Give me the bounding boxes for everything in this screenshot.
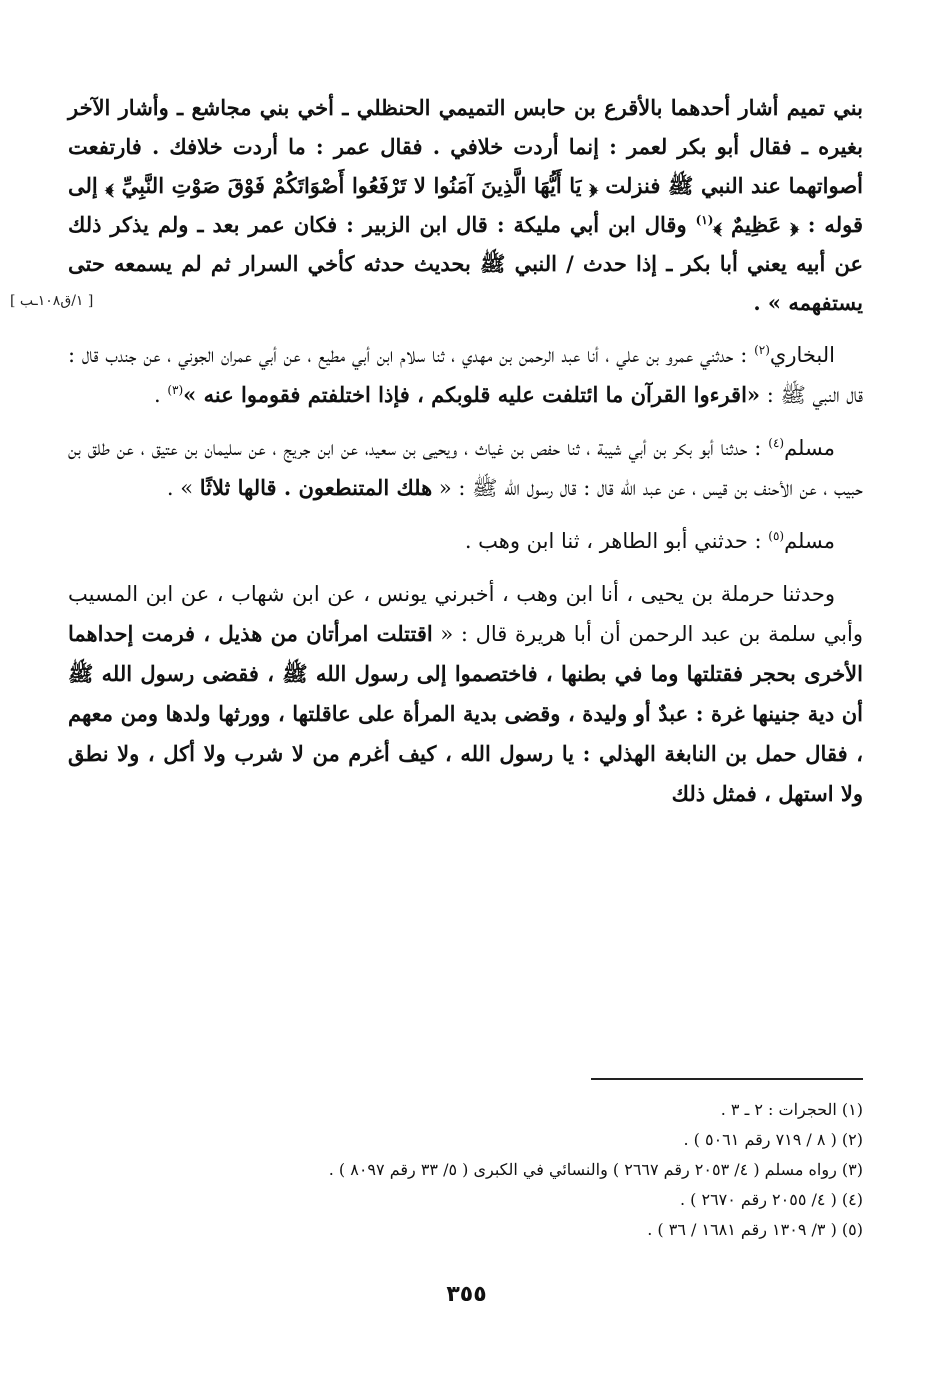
paragraph-3-text: : حدثنا أبو بكر بن أبي شيبة ، ثنا حفص بن غياث ، ويحيى بن سعيد، عن ابن جريج ، عن سليمان بن عتيق ، عن طلق بن حبيب ، عن الأحنف بن قيس ، عن عبد الله قال : قال رسول الله ﷺ : « (68, 436, 863, 500)
paragraph-1 (68, 88, 863, 322)
footnote-ref-2: (٢) (754, 343, 770, 357)
footnote-ref-4: (٤) (768, 436, 785, 450)
paragraph-2 (68, 336, 863, 415)
footnotes (68, 1095, 863, 1245)
paragraph-3 (68, 429, 863, 508)
footnote-divider (591, 1078, 863, 1080)
footnote-2: (٢) ( ٨ / ٧١٩ رقم ٥٠٦١ ) . (683, 1130, 863, 1149)
paragraph-4-lead: مسلم (784, 529, 835, 553)
footnote-1: (١) الحجرات : ٢ ـ ٣ . (720, 1100, 863, 1119)
paragraph-3-lead: مسلم (784, 436, 835, 460)
page-number: ٣٥٥ (446, 1282, 487, 1307)
main-text (68, 88, 863, 828)
paragraph-3-hadith: هلك المتنطعون . قالها ثلاثًا (199, 475, 433, 500)
paragraph-2-lead: البخاري (769, 343, 835, 367)
footnote-4: (٤) ( ٤/ ٢٠٥٥ رقم ٢٦٧٠ ) . (679, 1190, 863, 1209)
paragraph-1-text: بني تميم أشار أحدهما بالأقرع بن حابس التميمي الحنظلي ـ أخي بني مجاشع ـ وأشار الآخر بغيره ـ فقال أبو بكر لعمر : إنما أردت خلافي . فقال عمر : ما أردت خلافك . فارتفعت أصواتهما عند النبي ﷺ فنزلت ﴿ يَا أَيُّهَا الَّذِينَ آمَنُوا لا تَرْفَعُوا أَصْوَاتَكُمْ فَوْقَ صَوْتِ النَّبِيِّ ﴾ إلى قوله : ﴿ عَظِيمٌ ﴾ (68, 95, 863, 237)
footnote-3: (٣) رواه مسلم ( ٤/ ٢٠٥٣ رقم ٢٦٦٧ ) والنسائي في الكبرى ( ٥/ ٣٣ رقم ٨٠٩٧ ) . (328, 1160, 863, 1179)
footnote-ref-1: (١) (695, 213, 714, 227)
paragraph-5 (68, 575, 863, 814)
footnote-ref-3: (٣) (167, 383, 184, 397)
paragraph-5-text: وحدثنا حرملة بن يحيى ، أنا ابن وهب ، أخبرني يونس ، عن ابن شهاب ، عن ابن المسيب وأبي سلمة بن عبد الرحمن أن أبا هريرة قال : « (68, 582, 863, 646)
paragraph-5-hadith: اقتتلت امرأتان من هذيل ، فرمت إحداهما الأخرى بحجر فقتلتها وما في بطنها ، فاختصموا إلى رسول الله ﷺ ، فقضى رسول الله ﷺ أن دية جنينها غرة : عبدٌ أو وليدة ، وقضى بدية المرأة على عاقلتها ، وورثها ولدها ومن معهم ، فقال حمل بن النابغة الهذلي : يا رسول الله ، كيف أغرم من لا شرب ولا أكل ، ولا نطق ولا استهل ، فمثل ذلك (68, 621, 863, 806)
paragraph-2-text: : حدثني عمرو بن علي ، أنا عبد الرحمن بن مهدي ، ثنا سلام ابن أبي مطيع ، عن أبي عمران الجوني ، عن جندب قال : قال النبي ﷺ : (68, 343, 863, 407)
paragraph-2-tail: . (153, 383, 168, 407)
paragraph-4 (68, 522, 863, 561)
paragraph-4-text: : حدثني أبو الطاهر ، ثنا ابن وهب . (464, 529, 769, 553)
paragraph-1-text-2: وقال ابن أبي مليكة : قال ابن الزبير : فكان عمر بعد ـ ولم يذكر ذلك عن أبيه يعني أبا بكر ـ إذا حدث / النبي ﷺ بحديث حدثه كأخي السرار ثم لم يسمعه حتى يستفهمه » . (68, 212, 863, 315)
paragraph-3-tail: » . (166, 476, 200, 500)
footnote-ref-5: (٥) (768, 529, 785, 543)
footnote-5: (٥) ( ٣/ ١٣٠٩ رقم ١٦٨١ / ٣٦ ) . (647, 1220, 863, 1239)
paragraph-2-hadith: «اقرءوا القرآن ما ائتلفت عليه قلوبكم ، فإذا اختلفتم فقوموا عنه » (183, 382, 761, 407)
manuscript-folio-reference: [ ١/ق١٠٨ـب ] (10, 293, 94, 309)
